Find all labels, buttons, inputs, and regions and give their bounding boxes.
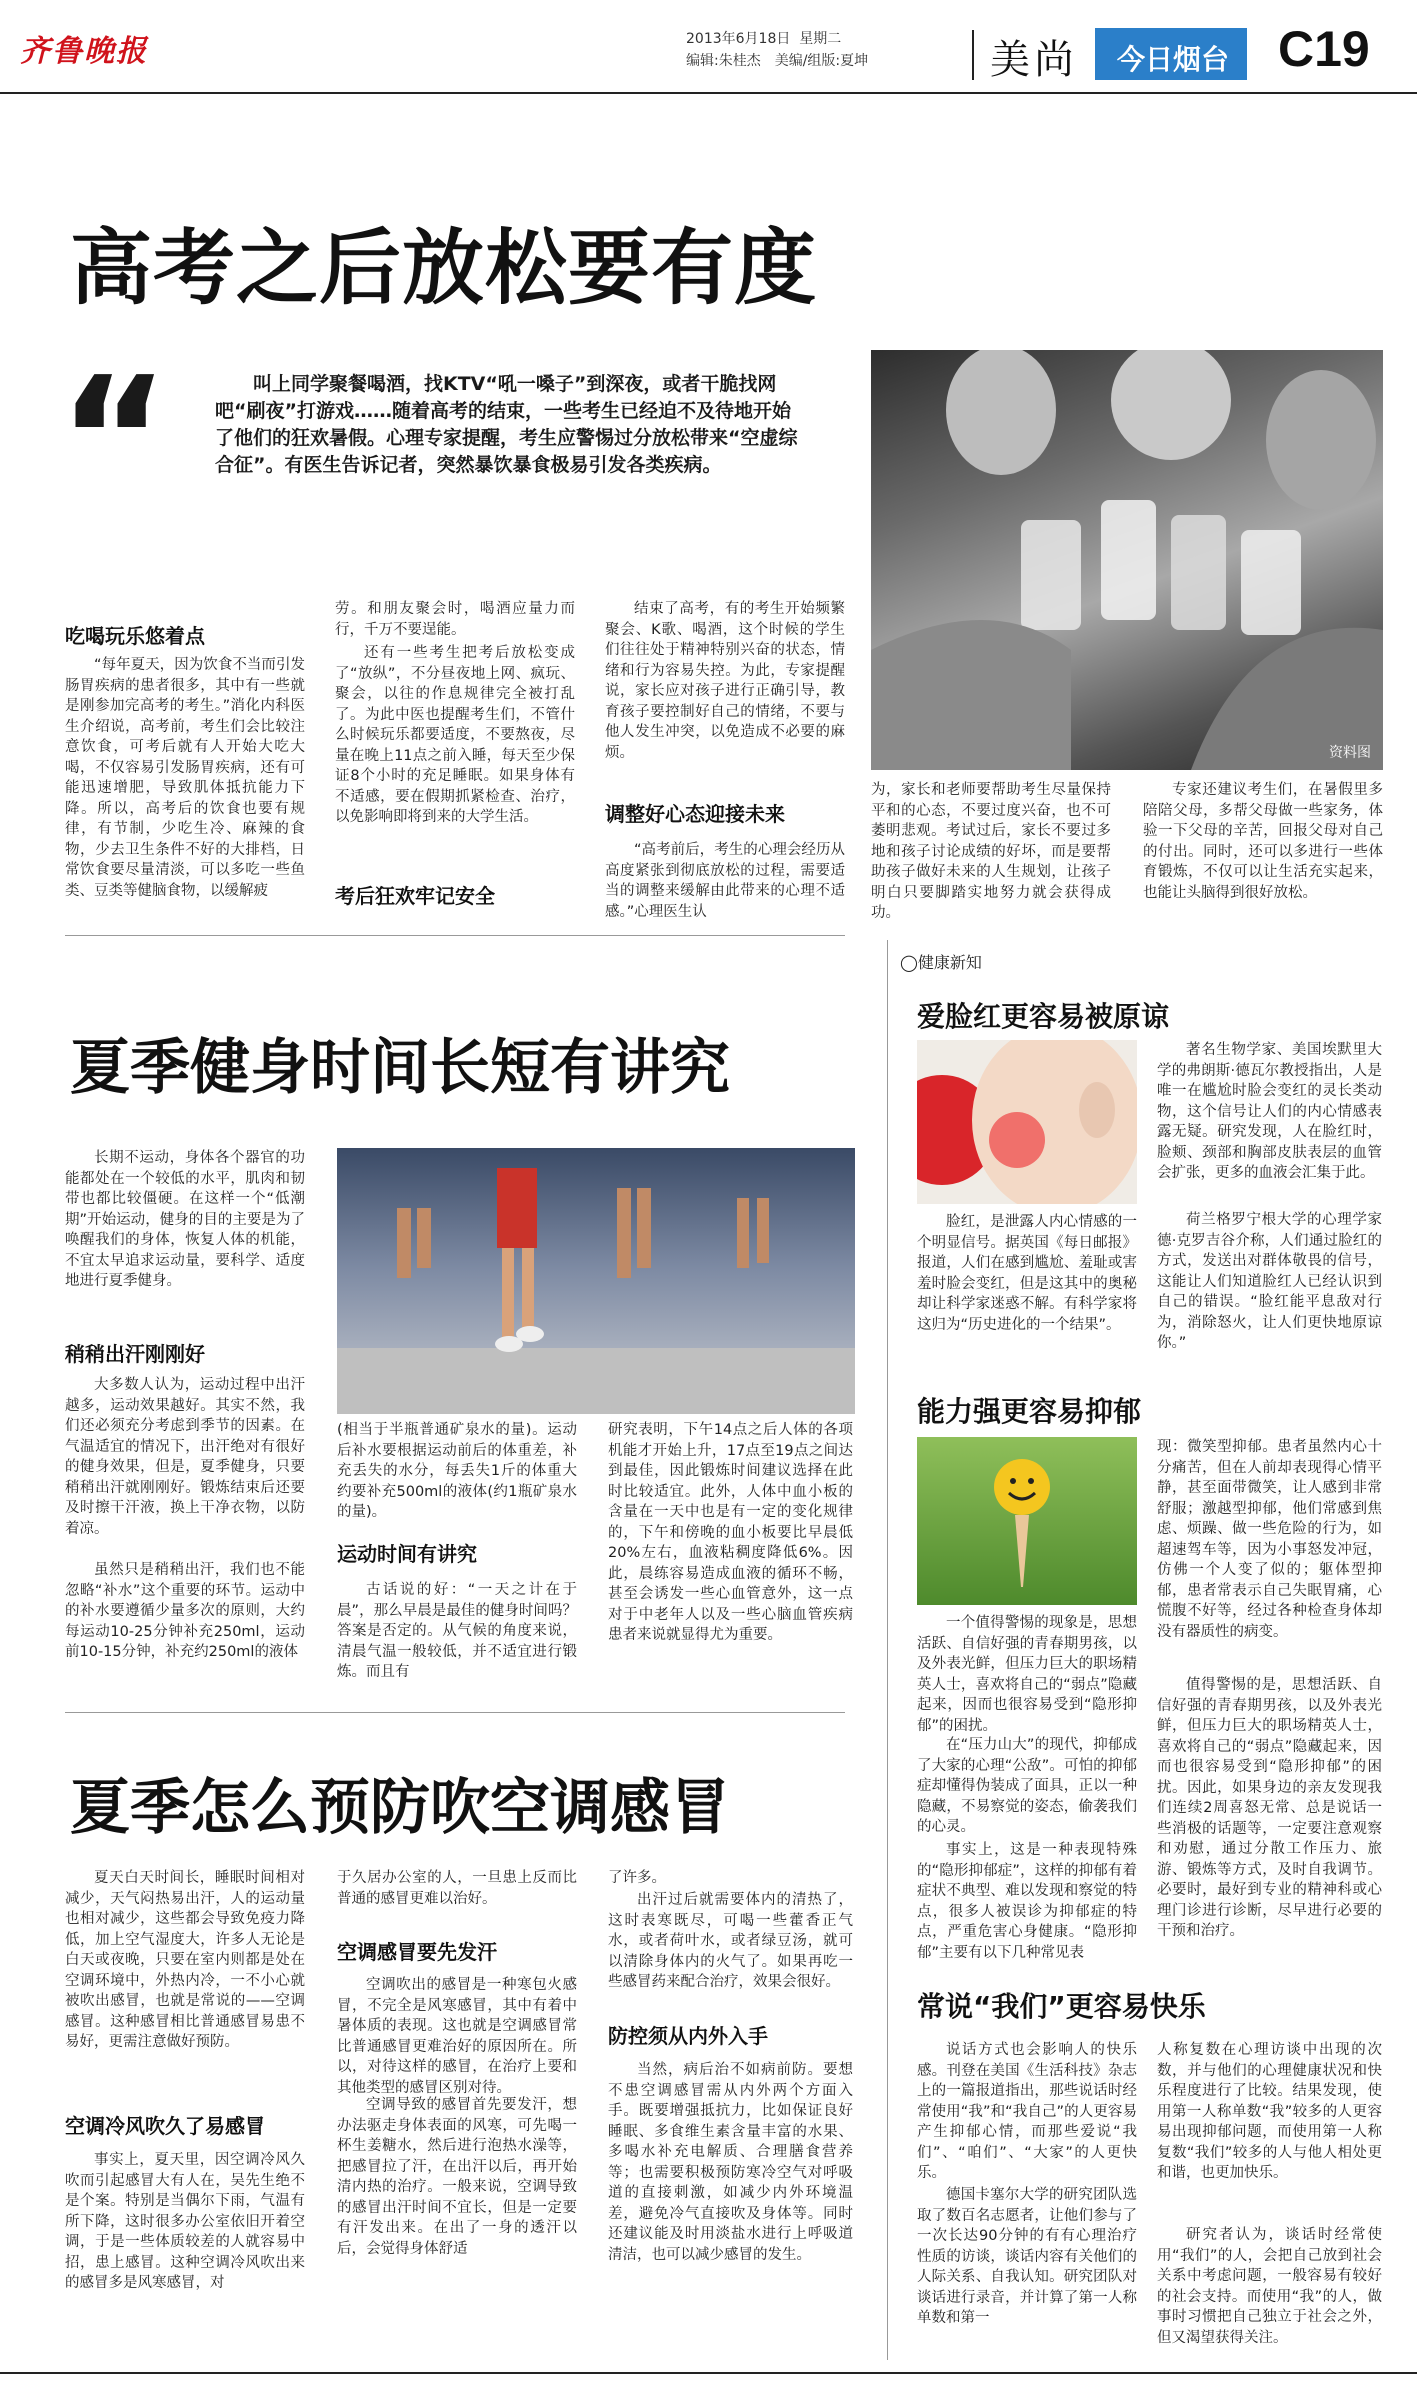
a3-col2c: 空调导致的感冒首先要发汗，想办法驱走身体表面的风寒，可先喝一杯生姜糖水，然后进行泡热水澡等，把感冒拉了汗，在出汗以后，再开始清内热的治疗。一般来说，空调导致的感冒出汗时间不宜长，但是一定要有汗发出来。在出了一身的透汗以后，会觉得身体舒适 bbox=[337, 2097, 577, 2257]
blush-photo bbox=[917, 1040, 1137, 1204]
a3-col1: 夏天白天时间长，睡眠时间相对减少，天气闷热易出汗，人的运动量也相对减少，这些都会导致免疫力降低，加上空气湿度大，许多人无论是白天或夜晚，只要在室内则都是处在空调环境中，外热内冷，一不小心就被吹出感冒，也就是常说的——空调感冒。这种感冒相比普通感冒易患不易好，更需注意做好预防。 bbox=[65, 1870, 305, 2050]
side1-title: 爱脸红更容易被原谅 bbox=[917, 1000, 1170, 1033]
a3-col3b: 出汗过后就需要体内的清热了，这时表寒既尽，可喝一些藿香正气水，或者荷叶水，或者绿豆汤，就可以清除身体内的火气了。如果再吃一些感冒药来配合治疗，效果会很好。 bbox=[608, 1892, 853, 1990]
weekday-text: 星期二 bbox=[799, 31, 842, 47]
side2-col1: 一个值得警惕的现象是，思想活跃、自信好强的青春期男孩，以及外表光鲜，但压力巨大的职场精英人士，喜欢将自己的“弱点”隐藏起来，因而也很容易受到“隐形抑郁”的困扰。 bbox=[917, 1615, 1137, 1734]
header-divider bbox=[972, 30, 974, 80]
side2-col1c: 事实上，这是一种表现特殊的“隐形抑郁症”，这样的抑郁有着症状不典型、难以发现和察觉的特点，很多人被误诊为抑郁症的特点，严重危害心身健康。“隐形抑郁”主要有以下几种常见表 bbox=[917, 1842, 1137, 1961]
banner-text: 今日烟台 bbox=[1117, 43, 1230, 76]
a1-col3b: “高考前后，考生的心理会经历从高度紧张到彻底放松的过程，需要适当的调整来缓解由此带来的心理不适感。”心理医生认 bbox=[605, 842, 845, 920]
toast-photo bbox=[871, 350, 1383, 770]
side3-col2b: 研究者认为，谈话时经常使用“我们”的人，会把自己放到社会关系中考虑问题，一般容易有较好的社会支持。而使用“我”的人，做事时习惯把自己独立于社会之外，但又渴望获得关注。 bbox=[1157, 2227, 1382, 2346]
a3-col3c: 当然，病后治不如病前防。要想不患空调感冒需从内外两个方面入手。既要增强抵抗力，比如保证良好睡眠、多食维生素含量丰富的水果、多喝水补充电解质、合理膳食营养等；也需要积极预防寒冷空气对呼吸道的直接刺激，如减少内外环境温差，避免冷气直接吹及身体等。同时还建议能及时用淡盐水进行上呼吸道清洁，也可以减少感冒的发生。 bbox=[608, 2062, 853, 2263]
side2-title: 能力强更容易抑郁 bbox=[917, 1395, 1142, 1428]
side2-col2: 现：微笑型抑郁。患者虽然内心十分痛苦，但在人前却表现得心情平静，甚至面带微笑，让人感到非常舒服；激越型抑郁，他们常感到焦虑、烦躁、做一些危险的行为，如超速驾车等，因为小事怒发冲冠，仿佛一个人变了似的；躯体型抑郁，患者常表示自己失眠胃痛，心慌腹不好等，经过各种检查身体却没有器质性的病变。 bbox=[1157, 1439, 1382, 1640]
a2-col3: 研究表明，下午14点之后人体的各项机能才开始上升，17点至19点之间达到最佳，因此锻炼时间建议选择在此时比较适宜。此外，人体中血小板的含量在一天中也是有一定的变化规律的，下午和傍晚的血小板要比早晨低20%左右，血液粘稠度降低6%。因此，晨练容易造成血液的循环不畅，甚至会诱发一些心血管意外，这一点对于中老年人以及一些心脑血管疾病患者来说就显得尤为重要。 bbox=[608, 1422, 853, 1643]
side2-col2b: 值得警惕的是，思想活跃、自信好强的青春期男孩，以及外表光鲜，但压力巨大的职场精英人士，喜欢将自己的“弱点”隐藏起来，因而也很容易受到“隐形抑郁”的困扰。因此，如果身边的亲友发现我们连续2周喜怒无常、总是说话一些消极的话题等，一定要注意观察和劝慰，通过分散工作压力、旅游、锻炼等方式，及时自我调节。必要时，最好到专业的精神科或心理门诊进行诊断，尽早进行必要的干预和治疗。 bbox=[1157, 1677, 1382, 1939]
a3-col2a: 于久居办公室的人，一旦患上反而比普通的感冒更难以治好。 bbox=[337, 1870, 577, 1907]
a3-subhead-prevent: 防控须从内外入手 bbox=[608, 2024, 768, 2048]
a1-subhead-mind: 调整好心态迎接未来 bbox=[605, 802, 785, 826]
article1-title: 高考之后放松要有度 bbox=[70, 221, 818, 316]
a2-col1: 长期不运动，身体各个器官的功能都处在一个较低的水平，肌肉和韧带也都比较僵硬。在这样一个“低潮期”开始运动，健身的目的主要是为了唤醒我们的身体，恢复人体的机能，不宜太早追求运动量，要科学、适度地进行夏季健身。 bbox=[65, 1150, 305, 1289]
a2-col1b: 大多数人认为，运动过程中出汗越多，运动效果越好。其实不然，我们还必须充分考虑到季节的因素。在气温适宜的情况下，出汗绝对有很好的健身效果，但是，夏季健身，只要稍稍出汗就刚刚好。锻炼结束后还要及时擦干汗液，换上干净衣物，以防着凉。 bbox=[65, 1377, 305, 1537]
side2-col1b: 在“压力山大”的现代，抑郁成了大家的心理“公敌”。可怕的抑郁症却懂得伪装成了面具，正以一种隐藏，不易察觉的姿态，偷袭我们的心灵。 bbox=[917, 1737, 1137, 1835]
footer-rule bbox=[0, 2372, 1417, 2374]
side3-col1: 说话方式也会影响人的快乐感。刊登在美国《生活科技》杂志上的一篇报道指出，那些说话时经常使用“我”和“我自己”的人更容易产生抑郁心情，而那些爱说“我们”、“咱们”、“大家”的人更快乐。 bbox=[917, 2042, 1137, 2181]
a2-col1c: 虽然只是稍稍出汗，我们也不能忽略“补水”这个重要的环节。运动中的补水要遵循少量多次的原则，大约每运动10-25分钟补充250ml，运动前10-15分钟，补充约250ml的液体 bbox=[65, 1562, 305, 1660]
section-divider-2 bbox=[65, 1712, 845, 1713]
article2-title: 夏季健身时间长短有讲究 bbox=[70, 1033, 730, 1103]
a1-subhead-eat: 吃喝玩乐悠着点 bbox=[65, 624, 205, 648]
a2-col2a: (相当于半瓶普通矿泉水的量)。运动后补水要根据运动前后的体重差，补充丢失的水分，每丢失1斤的体重大约要补充500ml的液体(约1瓶矿泉水的量)。 bbox=[337, 1422, 577, 1520]
side1-col2b: 荷兰格罗宁根大学的心理学家德·克罗吉谷介称，人们通过脸红的方式，发送出对群体敬畏的信号，这能让人们知道脸红人已经认识到自己的错误。“脸红能平息敌对行为，消除怒火，让人们更快地原谅你。” bbox=[1157, 1212, 1382, 1351]
photo-credit: 资料图 bbox=[1329, 745, 1371, 761]
article1-lead: 叫上同学聚餐喝酒，找KTV“吼一嗓子”到深夜，或者干脆找网吧“刷夜”打游戏……随着高考的结束，一些考生已经迫不及待地开始了他们的狂欢暑假。心理专家提醒，考生应警惕过分放松带来“空虚综合征”。有医生告诉记者，突然暴饮暴食极易引发各类疾病。 bbox=[215, 373, 798, 476]
sidebar-bullet-icon: ◯ bbox=[900, 953, 918, 972]
a3-col1b: 事实上，夏天里，因空调冷风久吹而引起感冒大有人在，吴先生绝不是个案。特别是当偶尔下雨，气温有所下降，这时很多办公室依旧开着空调，于是一些体质较差的人就容易中招，患上感冒。这种空调冷风吹出来的感冒多是风寒感冒，对 bbox=[65, 2152, 305, 2291]
sidebar-label-text: 健康新知 bbox=[917, 953, 982, 972]
sidebar-label bbox=[900, 950, 982, 973]
smiley-illustration bbox=[917, 1437, 1137, 1605]
header-date bbox=[686, 28, 841, 48]
a3-subhead-sweat: 空调感冒要先发汗 bbox=[337, 1940, 497, 1964]
a1-col5: 专家还建议考生们，在暑假里多陪陪父母，多帮父母做一些家务，体验一下父母的辛苦，回报父母对自己的付出。同时，还可以多进行一些体育锻炼，不仅可以让生活充实起来，也能让头脑得到很好放松。 bbox=[1143, 782, 1383, 901]
a3-subhead-cold: 空调冷风吹久了易感冒 bbox=[65, 2114, 265, 2138]
editor-credit: 编辑:朱桂杰 美编/组版:夏坤 bbox=[686, 53, 869, 69]
sidebar-border bbox=[887, 940, 888, 2360]
side1-col1: 脸红，是泄露人内心情感的一个明显信号。据英国《每日邮报》报道，人们在感到尴尬、羞耻或害羞时脸会变红，但是这其中的奥秘却让科学家迷惑不解。有科学家将这归为“历史进化的一个结果”。 bbox=[917, 1214, 1137, 1333]
page-number: C19 bbox=[1278, 21, 1370, 77]
header-rule bbox=[0, 92, 1417, 94]
side3-title: 常说“我们”更容易快乐 bbox=[917, 1990, 1206, 2023]
runners-photo bbox=[337, 1148, 855, 1414]
a1-col1: “每年夏天，因为饮食不当而引发肠胃疾病的患者很多，其中有一些就是刚参加完高考的考生。”消化内科医生介绍说，高考前，考生们会比较注意饮食，可考后就有人开始大吃大喝，不仅容易引发肠胃疾病，还有可能迅速增肥，导致肌体抵抗能力下降。所以，高考后的饮食也要有规律，有节制，少吃生冷、麻辣的食物，少去卫生条件不好的大排档，日常饮食要尽量清淡，可以多吃一些鱼类、豆类等健脑食物，以缓解疲 bbox=[65, 657, 305, 899]
a1-col4: 为，家长和老师要帮助考生尽量保持平和的心态，不要过度兴奋，也不可萎明悲观。考试过后，家长不要过多地和孩子讨论成绩的好坏，而是要帮助孩子做好未来的人生规划，让孩子明白只要脚踏实地努力就会获得成功。 bbox=[871, 782, 1111, 921]
side3-col2: 人称复数在心理访谈中出现的次数，并与他们的心理健康状况和快乐程度进行了比较。结果发现，使用第一人称单数“我”较多的人更容易出现抑郁问题，而使用第一人称复数“我们”较多的人与他人相处更和谐，也更加快乐。 bbox=[1157, 2042, 1382, 2181]
toast-illustration bbox=[871, 350, 1383, 770]
a3-col2b: 空调吹出的感冒是一种寒包火感冒，不完全是风寒感冒，其中有着中暑体质的表现。这也就是空调感冒常比普通感冒更难治好的原因所在。所以，对待这样的感冒，在治疗上要和其他类型的感冒区别对待。 bbox=[337, 1977, 577, 2096]
section-name: 美尚 bbox=[990, 37, 1078, 83]
article3-title: 夏季怎么预防吹空调感冒 bbox=[70, 1773, 730, 1843]
blush-illustration bbox=[917, 1040, 1137, 1204]
side3-col1b: 德国卡塞尔大学的研究团队选取了数百名志愿者，让他们参与了一次长达90分钟的有有心理治疗性质的访谈，谈话内容有关他们的人际关系、自我认知。研究团队对谈话进行录音，并计算了第一人称单数和第一 bbox=[917, 2187, 1137, 2326]
side1-col2: 著名生物学家、美国埃默里大学的弗朗斯·德瓦尔教授指出，人是唯一在尴尬时脸会变红的灵长类动物，这个信号让人们的内心情感表露无疑。研究发现，人在脸红时，脸颊、颈部和胸部皮肤表层的血管会扩张，更多的血液会汇集于此。 bbox=[1157, 1042, 1382, 1181]
a2-col2b: 古话说的好：“一天之计在于晨”，那么早晨是最佳的健身时间吗？答案是否定的。从气候的角度来说，清晨气温一般较低，并不适宜进行锻炼。而且有 bbox=[337, 1582, 577, 1680]
smiley-photo bbox=[917, 1437, 1137, 1605]
a1-col2a: 劳。和朋友聚会时，喝酒应量力而行，千万不要逞能。 bbox=[335, 601, 575, 638]
date-text: 2013年6月18日 bbox=[686, 31, 791, 47]
a2-subhead-time: 运动时间有讲究 bbox=[337, 1542, 477, 1566]
runners-illustration bbox=[337, 1148, 855, 1414]
a3-col3a: 了许多。 bbox=[608, 1870, 666, 1886]
quote-mark-icon: “ bbox=[58, 341, 170, 539]
a2-subhead-sweat: 稍稍出汗刚刚好 bbox=[65, 1342, 205, 1366]
a1-subhead-safety: 考后狂欢牢记安全 bbox=[335, 884, 495, 908]
a1-col3a: 结束了高考，有的考生开始频繁聚会、K歌、喝酒，这个时候的学生们往往处于精神特别兴奋的状态，情绪和行为容易失控。为此，专家提醒说，家长应对孩子进行正确引导，教育孩子要控制好自己的情绪，不要与他人发生冲突，以免造成不必要的麻烦。 bbox=[605, 601, 845, 761]
section-divider-1 bbox=[65, 935, 845, 936]
a1-col2b: 还有一些考生把考后放松变成了“放纵”，不分昼夜地上网、疯玩、聚会，以往的作息规律完全被打乱了。为此中医也提醒考生们，不管什么时候玩乐都要适度，不要熬夜，尽量在晚上11点之前入睡，每天至少保证8个小时的充足睡眠。如果身体有不适感，要在假期抓紧检查、治疗，以免影响即将到来的大学生活。 bbox=[335, 645, 575, 825]
masthead-logo: 齐鲁晚报 bbox=[20, 34, 148, 69]
